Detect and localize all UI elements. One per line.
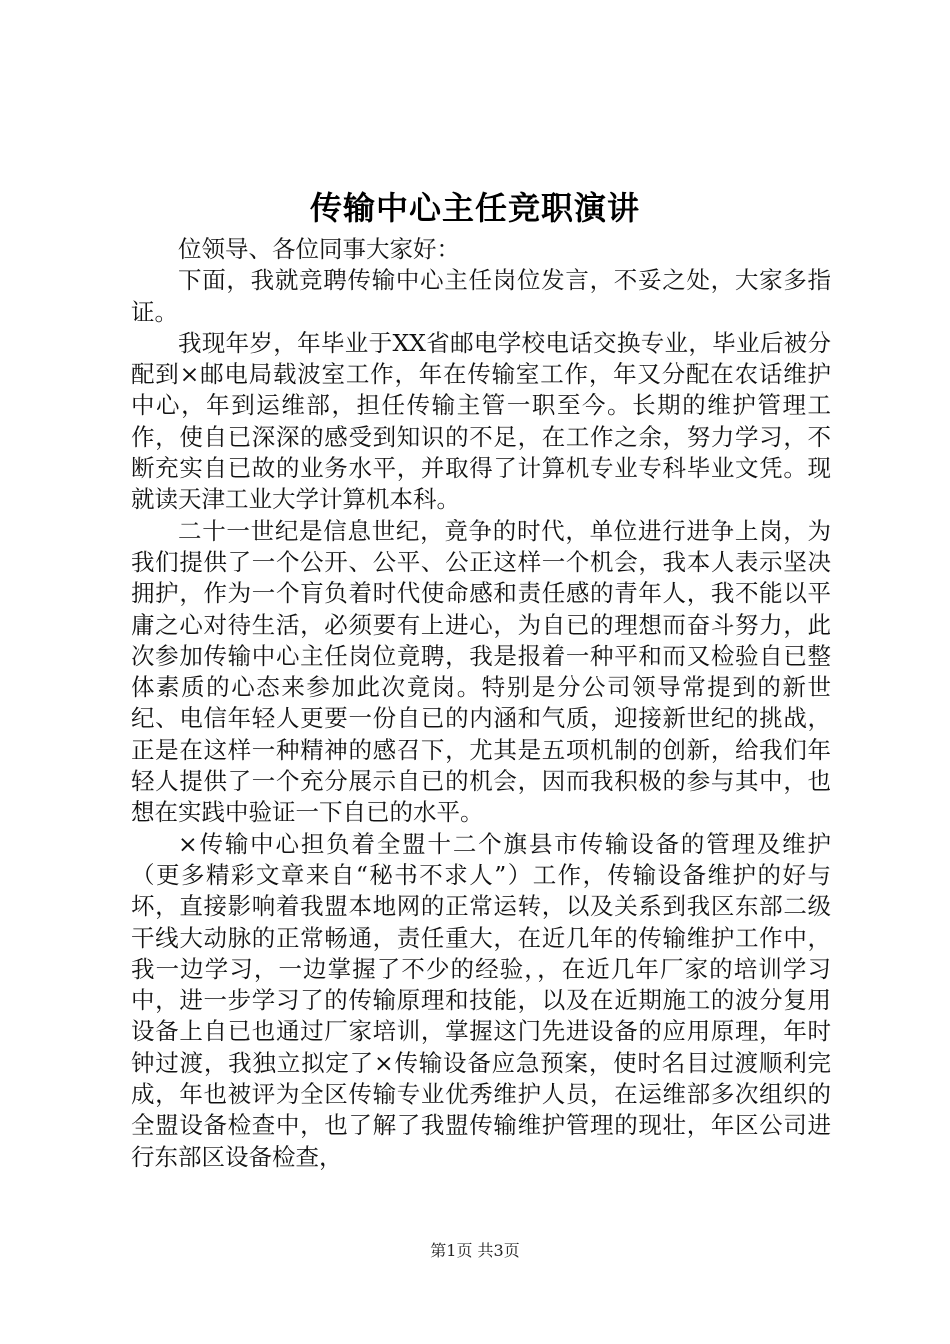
paragraph-motivation: 二十一世纪是信息世纪，竟争的时代，单位进行进争上岗，为我们提供了一个公开、公平、公正这样一个机会，我本人表示坚决拥护，作为一个肓负着时代使命感和责任感的青年人，我不能以平庸之心对待生活，必须要有上进心，为自已的理想而奋斗努力，此次参加传输中心主任岗位竟聘，我是报着一种平和而又检验自已整体素质的心态来参加此次竟岗。特别是分公司领导常提到的新世纪、电信年轻人更要一份自已的内涵和气质，迎接新世纪的挑战，正是在这样一种精神的感召下，尤其是五项机制的创新，给我们年轻人提供了一个充分展示自已的机会，因而我积极的参与其中，也想在实践中验证一下自已的水平。: [131, 516, 831, 827]
page-number-footer: 第1页 共3页: [430, 1241, 520, 1260]
document-title: 传输中心主任竞职演讲: [309, 189, 640, 227]
paragraph-background: 我现年岁，年毕业于XX省邮电学校电话交换专业，毕业后被分配到×邮电局载波室工作，年在传输室工作，年又分配在农话维护中心，年到运维部，担任传输主管一职至今。长期的维护管理工作，使自已深深的感受到知识的不足，在工作之余，努力学习，不断充实自已故的业务水平，并取得了计算机专业专科毕业文凭。现就读天津工业大学计算机本科。: [131, 328, 831, 514]
paragraph-greeting: 位领导、各位同事大家好：: [178, 235, 460, 263]
paragraph-experience: ×传输中心担负着全盟十二个旗县市传输设备的管理及维护（更多精彩文章来自“秘书不求人”）工作，传输设备维护的好与坏，直接影响着我盟本地网的正常运转，以及关系到我区东部二级干线大动脉的正常畅通，责任重大，在近几年的传输维护工作中，我一边学习，一边掌握了不少的经验，，在近几年厂家的培训学习中，进一步学习了的传输原理和技能，以及在近期施工的波分复用设备上自已也通过厂家培训，掌握这门先进设备的应用原理，年时钟过渡，我独立拟定了×传输设备应急预案，使时名目过渡顺利完成，年也被评为全区传输专业优秀维护人员，在运维部多次组织的全盟设备检查中，也了解了我盟传输维护管理的现壮，年区公司进行东部区设备检查，: [131, 829, 831, 1171]
document-body: [131, 234, 831, 1173]
paragraph-intro: 下面，我就竞聘传输中心主任岗位发言，不妥之处，大家多指证。: [131, 266, 831, 326]
